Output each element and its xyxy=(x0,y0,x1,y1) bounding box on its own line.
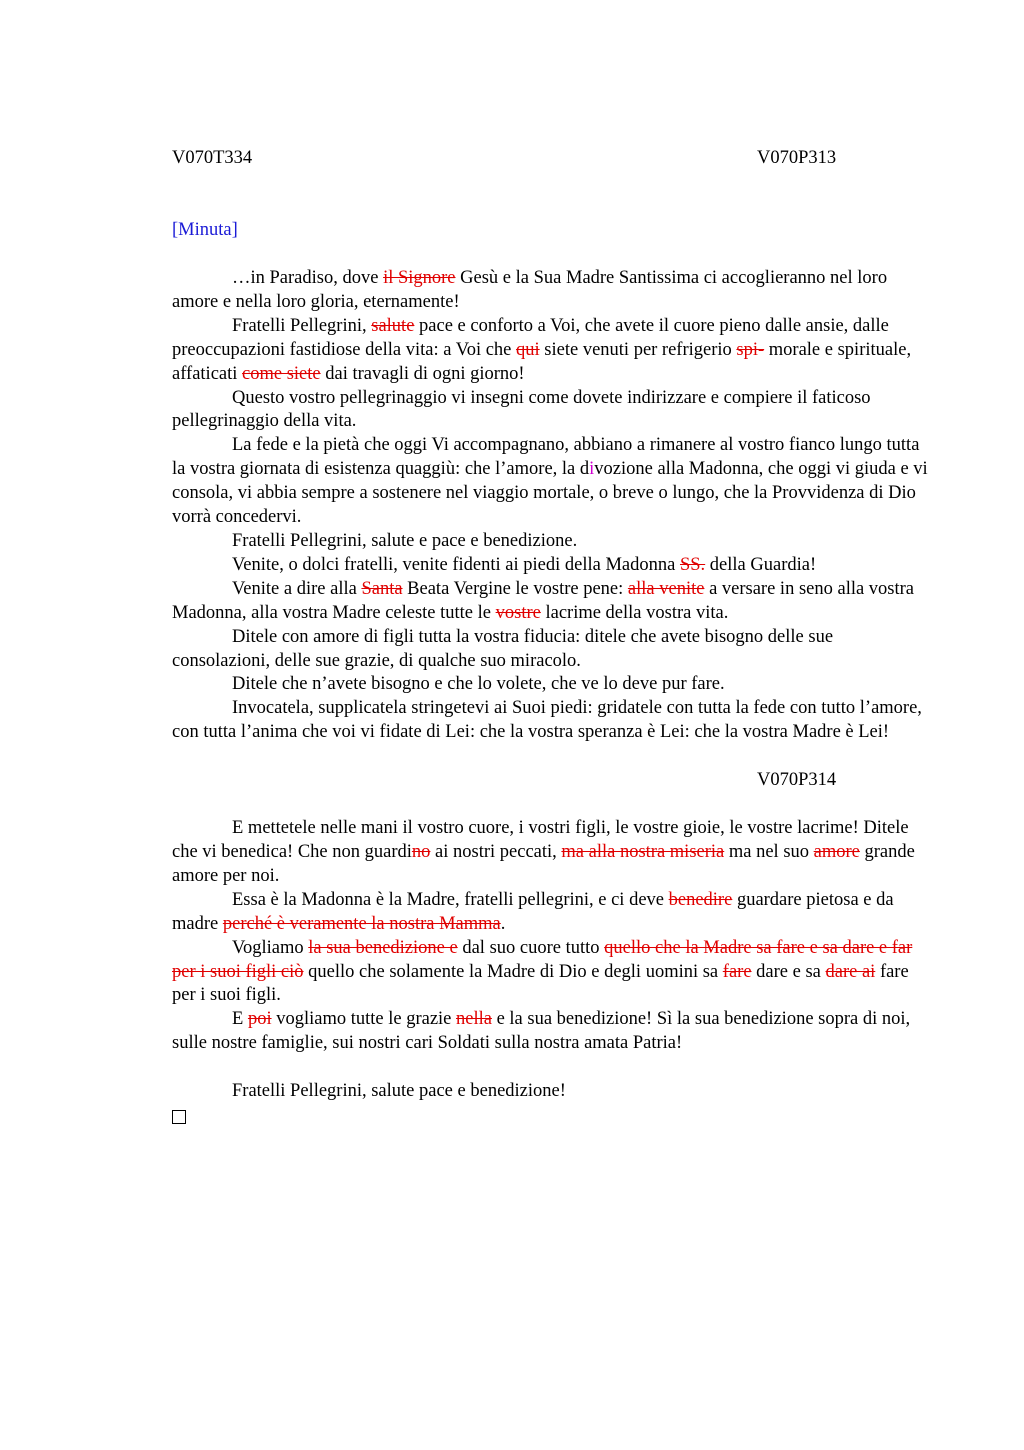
minuta-label: [Minuta] xyxy=(172,220,238,240)
deleted-text: quello che la Madre sa fare e sa dare e far per i suoi figli ciò xyxy=(172,937,913,982)
paragraph-7: Venite a dire alla Santa Beata Vergine le vostre pene: alla venite a versare in seno alla vostra Madonna, alla vostra Madre celeste tutte le vostre lacrime della vostra vita. xyxy=(172,578,915,623)
deleted-text: qui xyxy=(516,339,540,360)
corrected-letter: i xyxy=(589,459,595,480)
deleted-text: salute xyxy=(371,315,415,336)
deleted-text: dare ai xyxy=(825,961,876,982)
paragraph-1: …in Paradiso, dove il Signore Gesù e la Sua Madre Santissima ci accoglieranno nel loro amore e nella loro gloria, eternamente! xyxy=(172,268,888,312)
document-code: V070T334 xyxy=(172,148,253,168)
deleted-text: Santa xyxy=(361,578,403,599)
paragraph-3: Questo vostro pellegrinaggio vi insegni come dovete indirizzare e compiere il faticoso pellegrinaggio della vita. xyxy=(172,387,871,432)
deleted-text: poi xyxy=(247,1009,272,1030)
deleted-text: come siete xyxy=(242,363,321,384)
deleted-text: la sua benedizione e xyxy=(308,937,458,958)
document-page xyxy=(172,147,932,1132)
paragraph-12: Essa è la Madonna è la Madre, fratelli pellegrini, e ci deve benedire guardare pietosa e da madre perché è veramente la nostra Mamma. xyxy=(172,889,894,934)
paragraph-4: La fede e la pietà che oggi Vi accompagnano, abbiano a rimanere al vostro fianco lungo tutta la vostra giornata di esistenza quaggiù: che l’amore, la divozione alla Madonna, che oggi vi giuda e vi consola, vi abbia sempre a sostenere nel viaggio mortale, o breve o lungo, che la Provvidenza di Dio vorrà concedervi. xyxy=(172,435,928,528)
deleted-text: amore xyxy=(813,842,860,863)
deleted-text: alla venite xyxy=(627,578,705,599)
paragraph-6: Venite, o dolci fratelli, venite fidenti ai piedi della Madonna SS. della Guardia! xyxy=(232,554,817,575)
deleted-text: fare xyxy=(722,961,752,982)
deleted-text: no xyxy=(411,842,431,863)
page-code-2: V070P314 xyxy=(757,770,837,791)
deleted-text: perché è veramente la nostra Mamma xyxy=(222,913,501,934)
page-code: V070P313 xyxy=(757,148,837,168)
paragraph-14: E poi vogliamo tutte le grazie nella e la sua benedizione! Sì la sua benedizione sopra di noi, sulle nostre famiglie, sui nostri cari Soldati sulla nostra amata Patria! xyxy=(172,1009,911,1054)
deleted-text: spi- xyxy=(736,339,765,360)
paragraph-11: E mettetele nelle mani il vostro cuore, i vostri figli, le vostre gioie, le vostre lacrime! Ditele che vi benedica! Che non guardino ai nostri peccati, ma alla nostra miseria ma nel suo amore grande amore per noi. xyxy=(172,818,915,886)
end-box xyxy=(172,1104,932,1132)
closing-paragraph: Fratelli Pellegrini, salute pace e benedizione! xyxy=(232,1081,566,1102)
deleted-text: vostre xyxy=(495,602,541,623)
paragraph-13: Vogliamo la sua benedizione e dal suo cuore tutto quello che la Madre sa fare e sa dare e far per i suoi figli ciò quello che solamente la Madre di Dio e degli uomini sa fare dare e sa dare ai fare per i suoi figli. xyxy=(172,937,913,1006)
paragraph-9: Ditele che n’avete bisogno e che lo volete, che ve lo deve pur fare. xyxy=(232,674,725,695)
deleted-text: benedire xyxy=(668,889,733,910)
paragraph-5: Fratelli Pellegrini, salute e pace e benedizione. xyxy=(232,530,578,551)
paragraph-8: Ditele con amore di figli tutta la vostra fiducia: ditele che avete bisogno delle sue consolazioni, delle sue grazie, di qualche suo miracolo. xyxy=(172,626,834,671)
paragraph-2: Fratelli Pellegrini, salute pace e conforto a Voi, che avete il cuore pieno dalle ansie, dalle preoccupazioni fastidiose della vita: a Voi che qui siete venuti per refrigerio spi- morale e spirituale, affaticati come siete dai travagli di ogni giorno! xyxy=(172,315,912,384)
deleted-text: il Signore xyxy=(383,268,456,288)
document-header xyxy=(172,147,932,171)
square-icon xyxy=(172,1110,186,1124)
deleted-text: ma alla nostra miseria xyxy=(561,842,725,863)
deleted-text: SS. xyxy=(679,554,706,575)
deleted-text: nella xyxy=(456,1009,492,1030)
page-break xyxy=(172,769,932,793)
paragraph-10: Invocatela, supplicatela stringetevi ai Suoi piedi: gridatele con tutta la fede con tutto l’amore, con tutta l’anima che voi vi fidate di Lei: che la vostra speranza è Lei: che la vostra Madre è Lei! xyxy=(172,698,922,743)
